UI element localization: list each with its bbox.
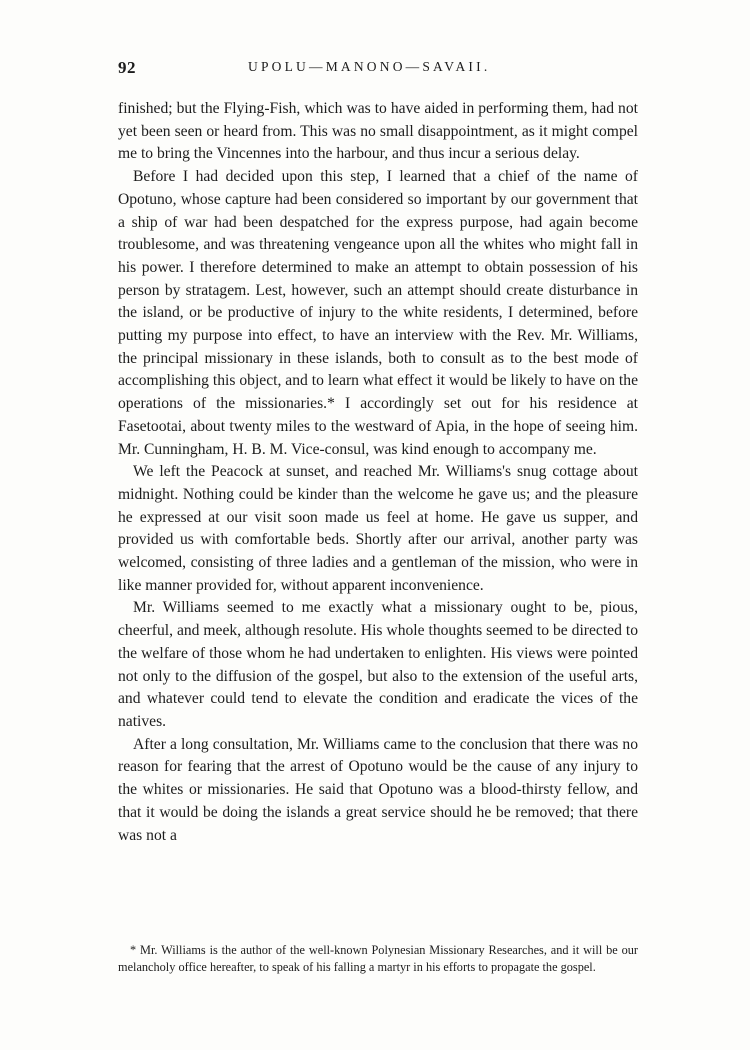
paragraph-consultation: After a long consultation, Mr. Williams came to the conclusion that there was no reason for fearing that the arrest of Opotuno would be the cause of any injury to the whites or missionaries. He said that Opotuno was a blood-thirsty fellow, and that it would be doing the islands a great service should he be removed; that there was not a [118, 735, 638, 844]
paragraph-williams-character: Mr. Williams seemed to me exactly what a missionary ought to be, pious, cheerful, and meek, although resolute. His whole thoughts seemed to be directed to the welfare of those whom he had undertaken to enlighten. His views were pointed not only to the diffusion of the gospel, but also to the extension of the useful arts, and whatever could tend to elevate the condition and eradicate the vices of the natives. [118, 599, 638, 730]
footnote [118, 942, 638, 976]
paragraph-continued: finished; but the Flying-Fish, which was to have aided in performing them, had not yet been seen or heard from. This was no small disappointment, as it might compel me to bring the Vincennes into the harbour, and thus incur a serious delay. [118, 100, 638, 163]
body-text [118, 98, 638, 847]
footnote-text: * Mr. Williams is the author of the well-known Polynesian Missionary Researches, and it will be our melancholy office hereafter, to speak of his falling a martyr in his efforts to propagate the gospel. [118, 943, 638, 974]
paragraph-opotuno-plan: Before I had decided upon this step, I learned that a chief of the name of Opotuno, whose capture had been considered so important by our government that a ship of war had been despatched for the express purpose, had again become troublesome, and was threatening vengeance upon all the whites who might fall in his power. I therefore determined to make an attempt to obtain possession of his person by stratagem. Lest, however, such an attempt should create disturbance in the island, or be productive of injury to the white residents, I determined, before putting my purpose into effect, to have an interview with the Rev. Mr. Williams, the principal missionary in these islands, both to consult as to the best mode of accomplishing this object, and to learn what effect it would be likely to have on the operations of the missionaries.* I accordingly set out for his residence at Fasetootai, about twenty miles to the westward of Apia, in the hope of seeing him. Mr. Cunningham, H. B. M. Vice-consul, was kind enough to accompany me. [118, 168, 638, 458]
paragraph-arrival: We left the Peacock at sunset, and reached Mr. Williams's snug cottage about midnight. Nothing could be kinder than the welcome he gave us; and the pleasure he expressed at our visit soon made us feel at home. He gave us supper, and provided us with comfortable beds. Shortly after our arrival, another party was welcomed, consisting of three ladies and a gentleman of the mission, who were in like manner provided for, without apparent inconvenience. [118, 463, 638, 594]
running-head: UPOLU—MANONO—SAVAII. [248, 59, 491, 74]
page-number: 92 [118, 58, 136, 77]
page-header [118, 58, 638, 82]
